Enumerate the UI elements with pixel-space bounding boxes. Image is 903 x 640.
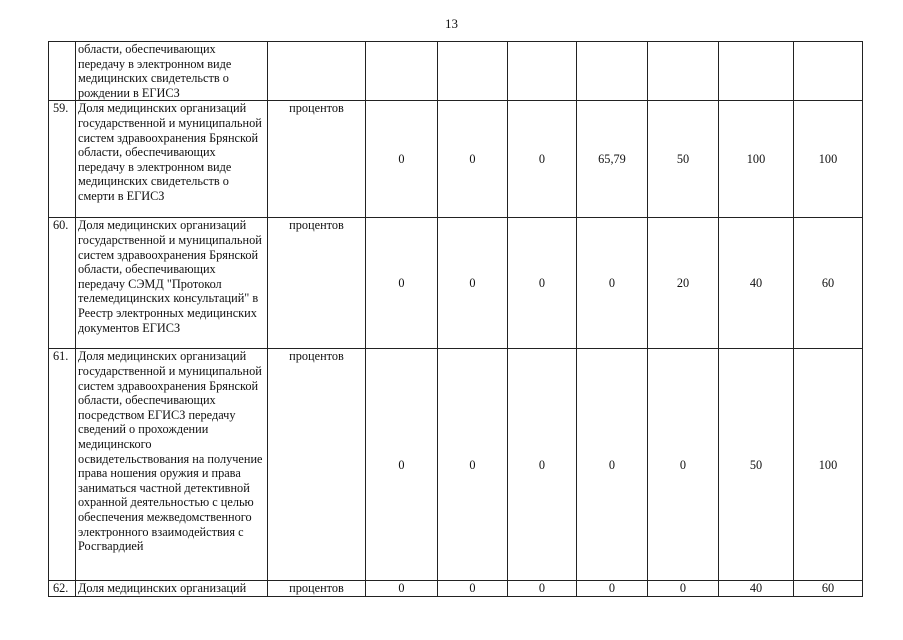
row-number: 61. — [49, 349, 76, 581]
value-cell: 50 — [719, 349, 794, 581]
value-cell: 0 — [577, 349, 648, 581]
value-cell — [438, 42, 508, 101]
unit-cell: процентов — [268, 101, 366, 218]
value-cell: 0 — [577, 581, 648, 597]
table-row — [49, 349, 863, 581]
value-cell: 60 — [794, 581, 863, 597]
value-cell — [794, 42, 863, 101]
table-row — [49, 101, 863, 218]
value-cell — [508, 42, 577, 101]
value-cell: 0 — [648, 581, 719, 597]
value-cell: 0 — [438, 349, 508, 581]
indicator-name: Доля медицинских организаций — [76, 581, 268, 597]
value-cell: 0 — [648, 349, 719, 581]
value-cell: 0 — [366, 218, 438, 349]
unit-cell: процентов — [268, 218, 366, 349]
value-cell: 0 — [508, 101, 577, 218]
value-cell: 0 — [508, 581, 577, 597]
value-cell: 50 — [648, 101, 719, 218]
indicator-name: Доля медицинских организаций государственной и муниципальной систем здравоохранения Брянской области, обеспечивающих передачу СЭМД "Протокол телемедицинских консультаций" в Реестр электронных медицинских документов ЕГИСЗ — [76, 218, 268, 349]
table-row — [49, 581, 863, 597]
row-number: 60. — [49, 218, 76, 349]
indicator-name: Доля медицинских организаций государственной и муниципальной систем здравоохранения Брянской области, обеспечивающих посредством ЕГИСЗ передачу сведений о прохождении медицинского освидетельствования на получение права ношения оружия и права заниматься частной детективной охранной деятельностью с целью обеспечения межведомственного электронного взаимодействия с Росгвардией — [76, 349, 268, 581]
value-cell: 100 — [719, 101, 794, 218]
row-number: 59. — [49, 101, 76, 218]
unit-cell: процентов — [268, 581, 366, 597]
indicator-name: области, обеспечивающих передачу в электронном виде медицинских свидетельств о рождении в ЕГИСЗ — [76, 42, 268, 101]
value-cell: 0 — [438, 581, 508, 597]
value-cell: 100 — [794, 349, 863, 581]
value-cell: 65,79 — [577, 101, 648, 218]
value-cell: 0 — [508, 349, 577, 581]
value-cell: 40 — [719, 218, 794, 349]
value-cell: 0 — [508, 218, 577, 349]
indicators-table — [48, 41, 863, 597]
unit-cell — [268, 42, 366, 101]
row-number — [49, 42, 76, 101]
row-number: 62. — [49, 581, 76, 597]
value-cell: 0 — [577, 218, 648, 349]
value-cell — [366, 42, 438, 101]
value-cell: 20 — [648, 218, 719, 349]
table-row — [49, 218, 863, 349]
value-cell: 0 — [438, 218, 508, 349]
value-cell: 0 — [366, 349, 438, 581]
indicator-name: Доля медицинских организаций государственной и муниципальной систем здравоохранения Брянской области, обеспечивающих передачу в электронном виде медицинских свидетельств о смерти в ЕГИСЗ — [76, 101, 268, 218]
unit-cell: процентов — [268, 349, 366, 581]
value-cell: 0 — [366, 581, 438, 597]
value-cell: 0 — [366, 101, 438, 218]
value-cell: 0 — [438, 101, 508, 218]
table-row — [49, 42, 863, 101]
value-cell — [648, 42, 719, 101]
value-cell: 40 — [719, 581, 794, 597]
value-cell: 100 — [794, 101, 863, 218]
value-cell — [719, 42, 794, 101]
value-cell — [577, 42, 648, 101]
value-cell: 60 — [794, 218, 863, 349]
page-number: 13 — [445, 16, 458, 31]
